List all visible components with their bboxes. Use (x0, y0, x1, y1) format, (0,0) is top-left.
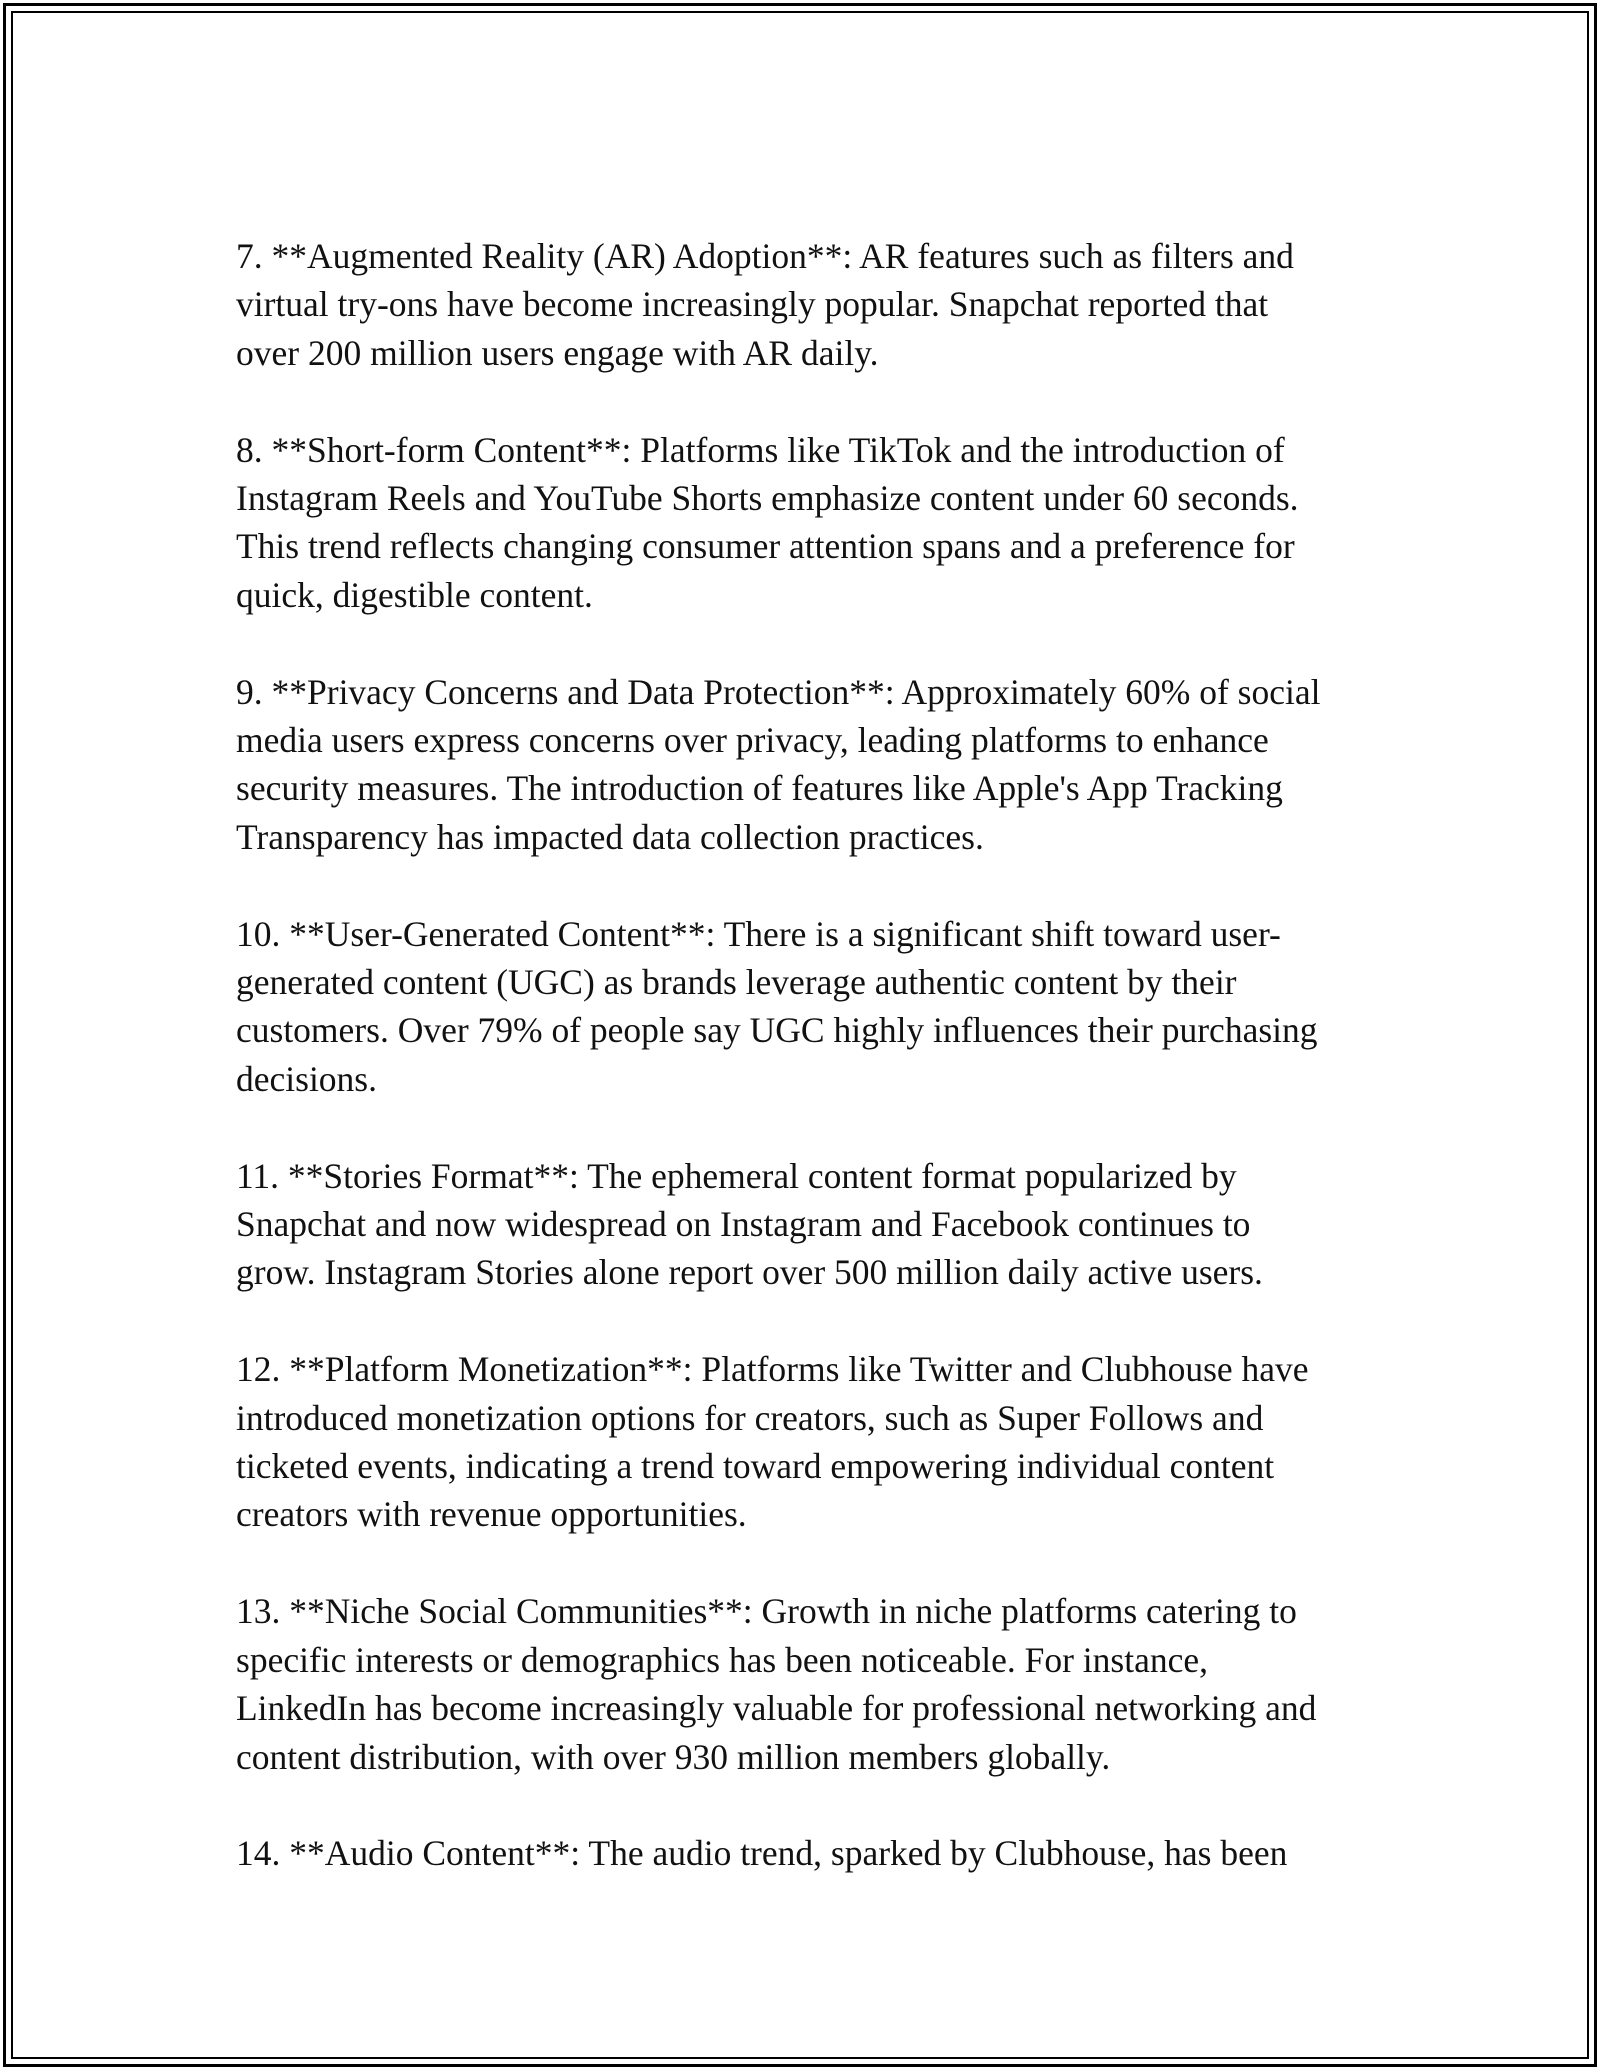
paragraph-ar-adoption: 7. **Augmented Reality (AR) Adoption**: AR features such as filters and virtual try-ons have become increasingly popular. Snapchat reported that over 200 million users engage with AR daily. (236, 236, 1294, 373)
paragraph-user-generated-content: 10. **User-Generated Content**: There is a significant shift toward user- generated content (UGC) as brands leverage authentic content by their customers. Over 79% of people say UGC highly influences their purchasing decisions. (236, 913, 1318, 1099)
paragraph-niche-communities: 13. **Niche Social Communities**: Growth in niche platforms catering to specific interests or demographics has been noticeable. For instance, LinkedIn has become increasingly valuable for professional networking and content distribution, with over 930 million members globally. (236, 1591, 1317, 1777)
paragraph-stories-format: 11. **Stories Format**: The ephemeral content format popularized by Snapchat and now widespread on Instagram and Facebook continues to grow. Instagram Stories alone report over 500 million daily active users. (236, 1155, 1263, 1293)
paragraph-audio-content: 14. **Audio Content**: The audio trend, sparked by Clubhouse, has been (236, 1833, 1288, 1874)
paragraph-privacy-concerns: 9. **Privacy Concerns and Data Protection**: Approximately 60% of social media users express concerns over privacy, leading platforms to enhance security measures. The introduction of features like Apple's App Tracking Transparency has impacted data collection practices. (236, 671, 1321, 857)
paragraph-platform-monetization: 12. **Platform Monetization**: Platforms like Twitter and Clubhouse have introduced monetization options for creators, such as Super Follows and ticketed events, indicating a trend toward empowering individual content creators with revenue opportunities. (236, 1349, 1309, 1535)
paragraph-short-form-content: 8. **Short-form Content**: Platforms like TikTok and the introduction of Instagram Reels and YouTube Shorts emphasize content under 60 seconds. This trend reflects changing consumer attention spans and a preference for quick, digestible content. (236, 429, 1299, 615)
document-body (236, 232, 1416, 1926)
